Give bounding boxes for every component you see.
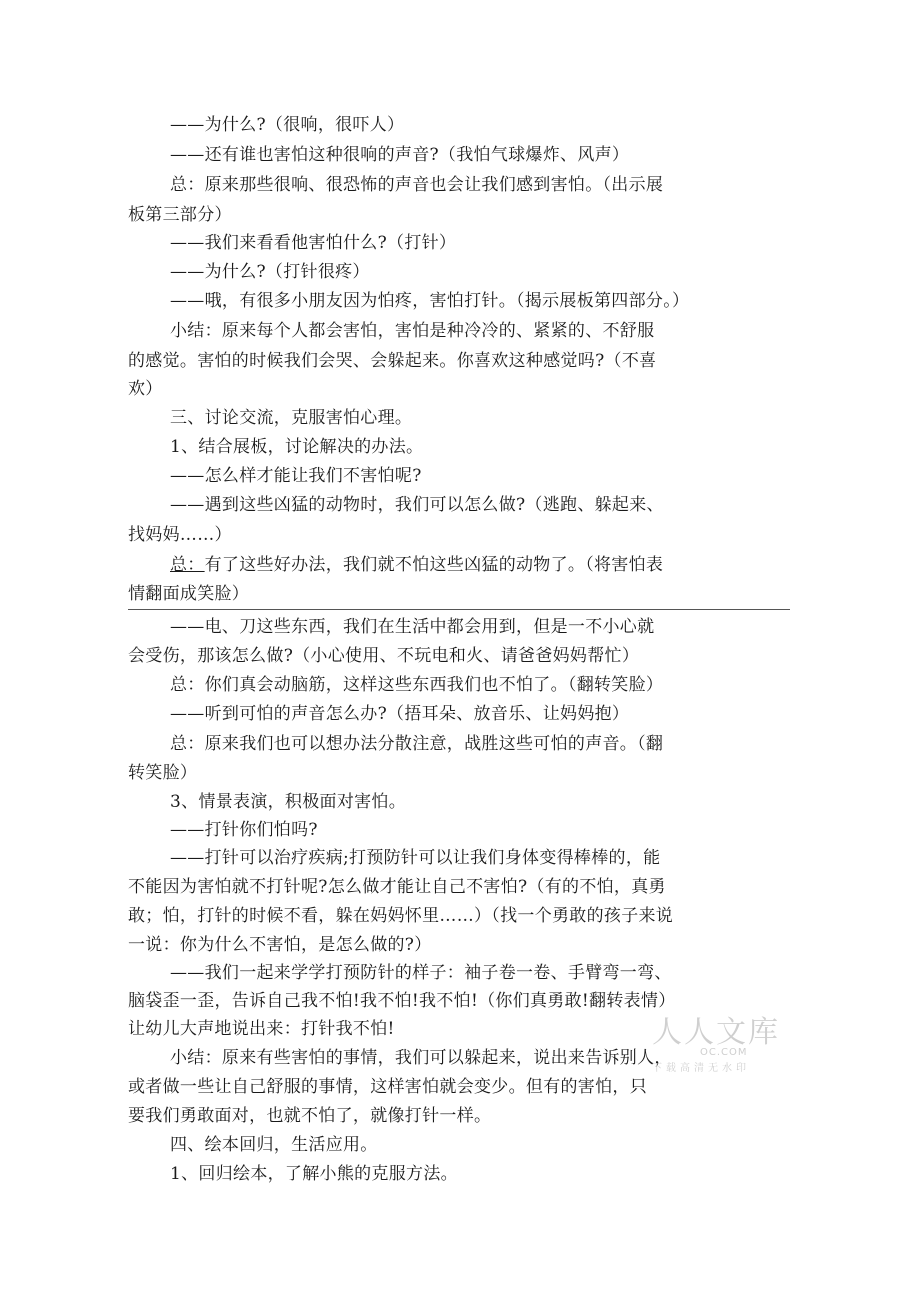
text-line: ——打针可以治疗疾病;打预防针可以让我们身体变得棒棒的，能	[170, 848, 661, 868]
text-line: 一说：你为什么不害怕，是怎么做的?）	[128, 935, 432, 955]
text-line: ——遇到这些凶猛的动物时，我们可以怎么做?（逃跑、躲起来、	[170, 495, 664, 515]
text-line: ——听到可怕的声音怎么办?（捂耳朵、放音乐、让妈妈抱）	[170, 704, 630, 724]
text-line: 会受伤，那该怎么做?（小心使用、不玩电和火、请爸爸妈妈帮忙）	[128, 646, 640, 666]
text-line: 敢；怕，打针的时候不看，躲在妈妈怀里……）（找一个勇敢的孩子来说	[128, 906, 674, 926]
watermark-domain: OC.COM	[700, 1047, 748, 1058]
text-line: 欢）	[128, 379, 163, 399]
text-line: 要我们勇敢面对，也就不怕了，就像打针一样。	[128, 1106, 492, 1126]
watermark-logo-text: 人人文库	[652, 1015, 780, 1050]
watermark-subtitle: 下载高清无水印	[652, 1063, 750, 1074]
subsection-heading: 1、结合展板，讨论解决的办法。	[170, 437, 424, 457]
text-line: 让幼儿大声地说出来：打针我不怕!	[128, 1019, 395, 1039]
text-line: 小结：原来每个人都会害怕，害怕是种冷冷的、紧紧的、不舒服	[170, 321, 655, 341]
text-line: ——怎么样才能让我们不害怕呢?	[170, 466, 422, 486]
text-line: 总：原来那些很响、很恐怖的声音也会让我们感到害怕。（出示展	[170, 175, 664, 195]
text-line: 板第三部分）	[128, 205, 232, 225]
text-line-rest: 有了这些好办法，我们就不怕这些凶猛的动物了。（将害怕表	[204, 555, 664, 575]
text-line: 的感觉。害怕的时候我们会哭、会躲起来。你喜欢这种感觉吗?（不喜	[128, 351, 657, 371]
text-line: 小结：原来有些害怕的事情，我们可以躲起来，说出来告诉别人，	[170, 1048, 672, 1068]
text-line: 找妈妈……）	[128, 525, 232, 545]
text-line: 总：你们真会动脑筋，这样这些东西我们也不怕了。（翻转笑脸）	[170, 675, 664, 695]
text-line: 或者做一些让自己舒服的事情，这样害怕就会变少。但有的害怕，只	[128, 1077, 647, 1097]
section-heading: 四、绘本回归，生活应用。	[170, 1135, 378, 1155]
text-line: ——哦，有很多小朋友因为怕疼，害怕打针。（揭示展板第四部分。）	[170, 291, 690, 311]
text-line: ——我们一起来学学打预防针的样子：袖子卷一卷、手臂弯一弯、	[170, 963, 672, 983]
underlined-prefix: 总：	[170, 555, 205, 575]
text-line: ——为什么?（打针很疼）	[170, 262, 370, 282]
page-divider	[128, 609, 790, 610]
text-line	[170, 554, 663, 576]
text-line: 总：原来我们也可以想办法分散注意，战胜这些可怕的声音。（翻	[170, 734, 664, 754]
text-line: 情翻面成笑脸）	[128, 584, 250, 604]
text-line: 转笑脸）	[128, 763, 198, 783]
text-line: 脑袋歪一歪，告诉自己我不怕!我不怕!我不怕!（你们真勇敢!翻转表情）	[128, 991, 676, 1011]
text-line: 不能因为害怕就不打针呢?怎么做才能让自己不害怕?（有的不怕，真勇	[128, 877, 666, 897]
subsection-heading: 1、回归绘本，了解小熊的克服方法。	[170, 1164, 458, 1184]
text-line: ——还有谁也害怕这种很响的声音?（我怕气球爆炸、风声）	[170, 145, 630, 165]
subsection-heading: 3、情景表演，积极面对害怕。	[170, 792, 407, 812]
section-heading: 三、讨论交流，克服害怕心理。	[170, 408, 413, 428]
text-line: ——电、刀这些东西，我们在生活中都会用到，但是一不小心就	[170, 617, 655, 637]
text-line: ——为什么?（很响，很吓人）	[170, 115, 405, 135]
text-line: ——我们来看看他害怕什么?（打针）	[170, 233, 457, 253]
text-line: ——打针你们怕吗?	[170, 820, 318, 840]
